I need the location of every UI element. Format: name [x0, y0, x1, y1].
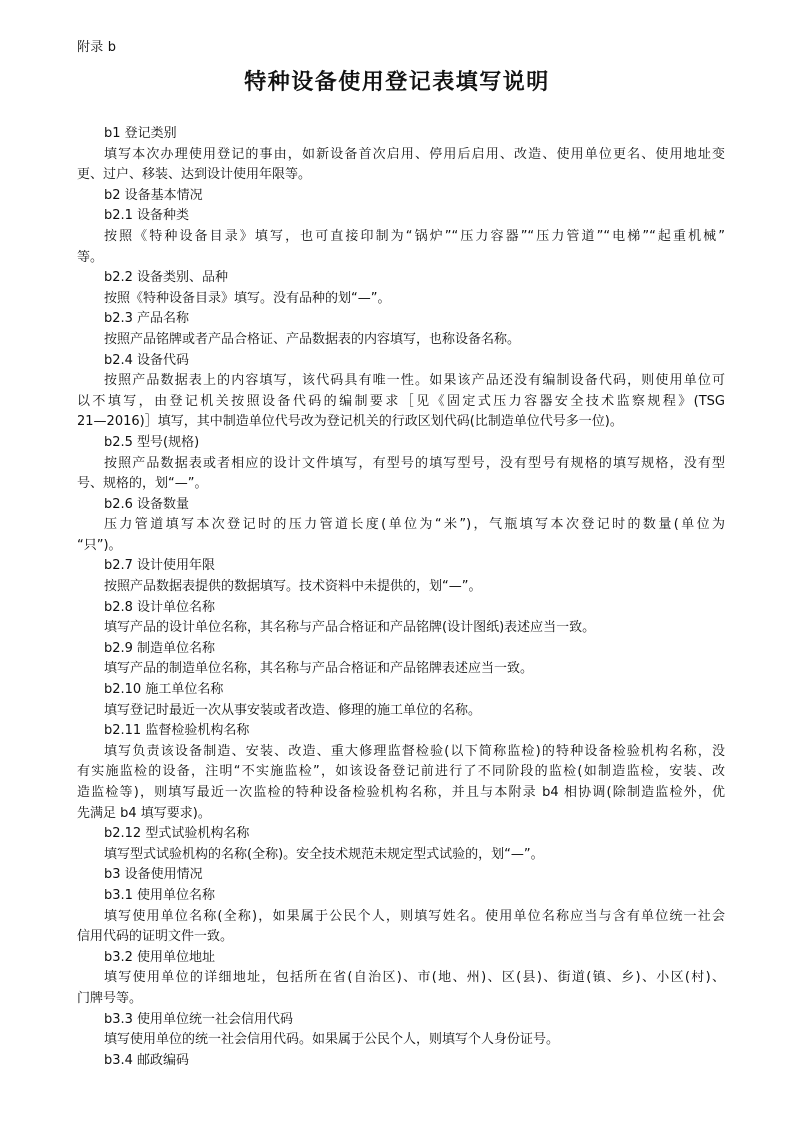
- document-body: [77, 124, 725, 1071]
- section-heading-b2-6: b2.6 设备数量: [104, 496, 190, 512]
- section-heading-b3: b3 设备使用情况: [104, 867, 203, 883]
- paragraph-line: 按照产品铭牌或者产品合格证、产品数据表的内容填写，也称设备名称。: [104, 331, 521, 347]
- paragraph-line: 填写使用单位的统一社会信用代码。如果属于公民个人，则填写个人身份证号。: [104, 1032, 560, 1048]
- paragraph-line: 以不填写，由登记机关按照设备代码的编制要求［见《固定式压力容器安全技术监察规程》(TSG: [77, 393, 725, 409]
- paragraph-line: 21—2016)］填写，其中制造单位代号改为登记机关的行政区划代码(比制造单位代号多一位)。: [77, 414, 623, 430]
- section-heading-b3-2: b3.2 使用单位地址: [104, 949, 216, 965]
- section-heading-b2-9: b2.9 制造单位名称: [104, 640, 216, 656]
- paragraph-line: 压力管道填写本次登记时的压力管道长度(单位为“米”)，气瓶填写本次登记时的数量(单位为: [104, 517, 725, 533]
- section-heading-b3-4: b3.4 邮政编码: [104, 1052, 190, 1068]
- paragraph-line: 按照产品数据表提供的数据填写。技术资料中未提供的，划“—”。: [104, 579, 482, 595]
- section-heading-b1: b1 登记类别: [104, 126, 177, 141]
- section-heading-b2-2: b2.2 设备类别、品种: [104, 270, 229, 286]
- section-heading-b2-12: b2.12 型式试验机构名称: [104, 826, 250, 842]
- section-heading-b2-11: b2.11 监督检验机构名称: [104, 723, 250, 739]
- section-heading-b2-1: b2.1 设备种类: [104, 208, 190, 224]
- paragraph-line: 按照《特种设备目录》填写，也可直接印制为“锅炉”“压力容器”“压力管道”“电梯”“起重机械”: [104, 228, 725, 244]
- section-heading-b2-10: b2.10 施工单位名称: [104, 682, 224, 698]
- paragraph-line: 更、过户、移装、达到设计使用年限等。: [77, 167, 312, 183]
- section-heading-b2-7: b2.7 设计使用年限: [104, 558, 216, 574]
- paragraph-line: 门牌号等。: [77, 990, 143, 1006]
- paragraph-line: 填写使用单位的详细地址，包括所在省(自治区)、市(地、州)、区(县)、街道(镇、乡)、小区(村)、: [104, 970, 725, 986]
- section-heading-b3-3: b3.3 使用单位统一社会信用代码: [104, 1011, 294, 1027]
- section-heading-b2-5: b2.5 型号(规格): [104, 434, 200, 450]
- section-heading-b3-1: b3.1 使用单位名称: [104, 887, 216, 903]
- paragraph-line: 按照《特种设备目录》填写。没有品种的划“—”。: [104, 290, 391, 306]
- section-heading-b2: b2 设备基本情况: [104, 187, 203, 203]
- paragraph-line: 填写本次办理使用登记的事由，如新设备首次启用、停用后启用、改造、使用单位更名、使用地址变: [104, 146, 725, 162]
- paragraph-line: 按照产品数据表上的内容填写，该代码具有唯一性。如果该产品还没有编制设备代码，则使用单位可: [104, 373, 725, 389]
- paragraph-line: 号、规格的，划“—”。: [77, 476, 208, 492]
- paragraph-line: 填写产品的制造单位名称，其名称与产品合格证和产品铭牌表述应当一致。: [104, 661, 534, 677]
- paragraph-line: 先满足 b4 填写要求)。: [77, 805, 211, 821]
- section-heading-b2-8: b2.8 设计单位名称: [104, 599, 216, 615]
- section-heading-b2-3: b2.3 产品名称: [104, 311, 190, 327]
- paragraph-line: 填写使用单位名称(全称)，如果属于公民个人，则填写姓名。使用单位名称应当与含有单位统一社会: [104, 908, 725, 924]
- paragraph-line: 填写负责该设备制造、安装、改造、重大修理监督检验(以下简称监检)的特种设备检验机构名称，没: [104, 743, 725, 759]
- paragraph-line: 填写登记时最近一次从事安装或者改造、修理的施工单位的名称。: [104, 702, 482, 718]
- paragraph-line: 有实施监检的设备，注明“不实施监检”，如该设备登记前进行了不同阶段的监检(如制造监检，安装、改: [77, 764, 725, 780]
- paragraph-line: 按照产品数据表或者相应的设计文件填写，有型号的填写型号，没有型号有规格的填写规格，没有型: [104, 455, 725, 471]
- paragraph-line: 等。: [77, 249, 104, 265]
- paragraph-line: 信用代码的证明文件一致。: [77, 929, 234, 945]
- paragraph-line: 填写产品的设计单位名称，其名称与产品合格证和产品铭牌(设计图纸)表述应当一致。: [104, 620, 596, 636]
- section-heading-b2-4: b2.4 设备代码: [104, 352, 190, 368]
- appendix-label: 附录 b: [77, 40, 117, 55]
- paragraph-line: 造监检等)，则填写最近一次监检的特种设备检验机构名称，并且与本附录 b4 相协调(除制造监检外，优: [77, 785, 725, 800]
- paragraph-line: “只”)。: [77, 537, 122, 553]
- page-title: 特种设备使用登记表填写说明: [244, 70, 550, 95]
- paragraph-line: 填写型式试验机构的名称(全称)。安全技术规范未规定型式试验的，划“—”。: [104, 846, 544, 862]
